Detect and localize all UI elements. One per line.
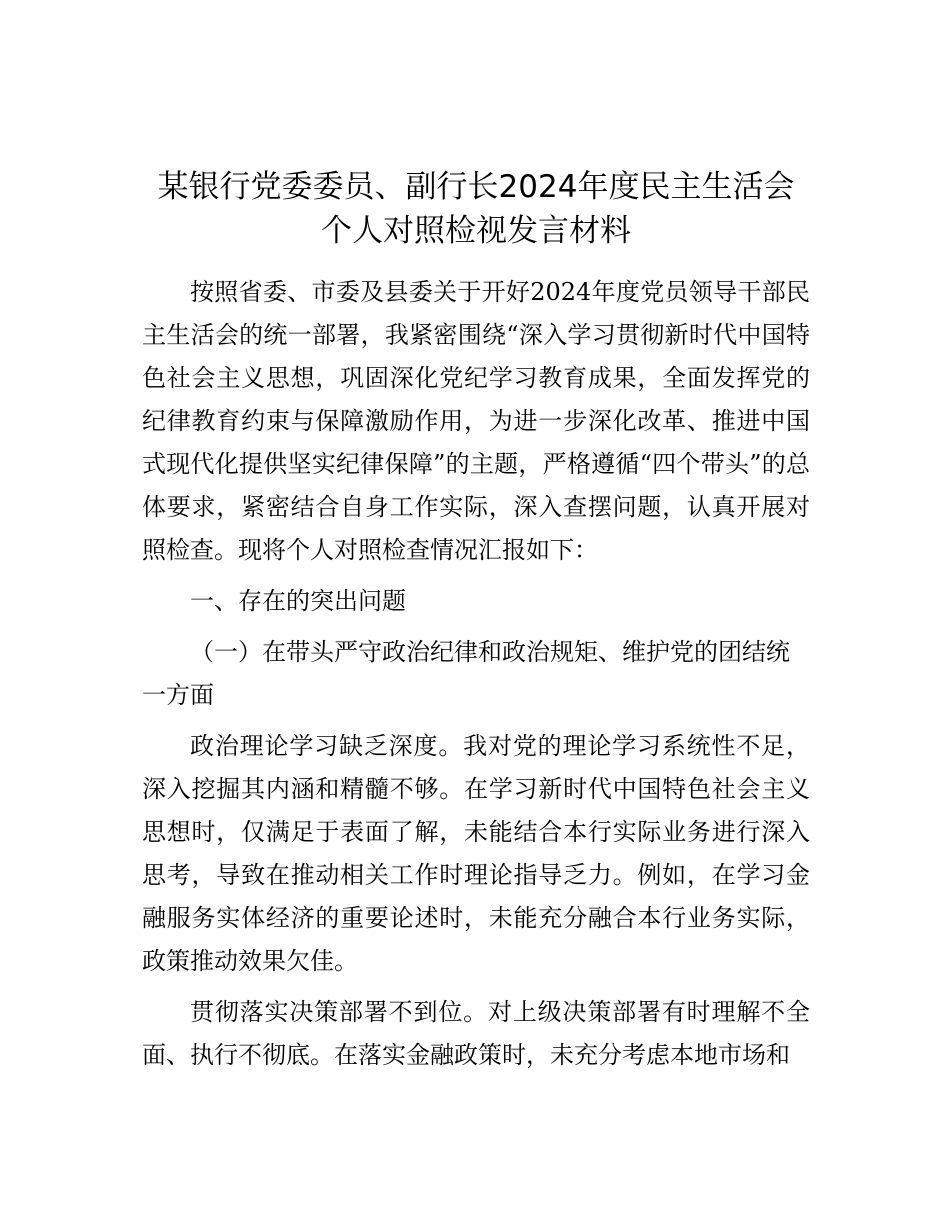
document-page	[142, 165, 810, 1085]
intro-paragraph: 按照省委、市委及县委关于开好2024年度党员领导干部民主生活会的统一部署，我紧密围绕“深入学习贯彻新时代中国特色社会主义思想，巩固深化党纪学习教育成果，全面发挥党的纪律教育约束与保障激励作用，为进一步深化改革、推进中国式现代化提供坚实纪律保障”的主题，严格遵循“四个带头”的总体要求，紧密结合自身工作实际，深入查摆问题，认真开展对照检查。现将个人对照检查情况汇报如下：	[142, 278, 810, 564]
subsection-heading-1: （一）在带头严守政治纪律和政治规矩、维护党的团结统一方面	[142, 638, 790, 709]
document-title	[142, 165, 810, 253]
body-paragraph-2: 贯彻落实决策部署不到位。对上级决策部署有时理解不全面、执行不彻底。在落实金融政策时，未充分考虑本地市场和	[142, 998, 810, 1069]
title-line-1: 某银行党委委员、副行长2024年度民主生活会	[157, 169, 795, 205]
section-heading-1: 一、存在的突出问题	[190, 587, 406, 615]
body-paragraph-1: 政治理论学习缺乏深度。我对党的理论学习系统性不足，深入挖掘其内涵和精髓不够。在学习新时代中国特色社会主义思想时，仅满足于表面了解，未能结合本行实际业务进行深入思考，导致在推动相关工作时理论指导乏力。例如，在学习金融服务实体经济的重要论述时，未能充分融合本行业务实际，政策推动效果欠佳。	[142, 732, 810, 975]
title-line-2: 个人对照检视发言材料	[321, 213, 631, 249]
